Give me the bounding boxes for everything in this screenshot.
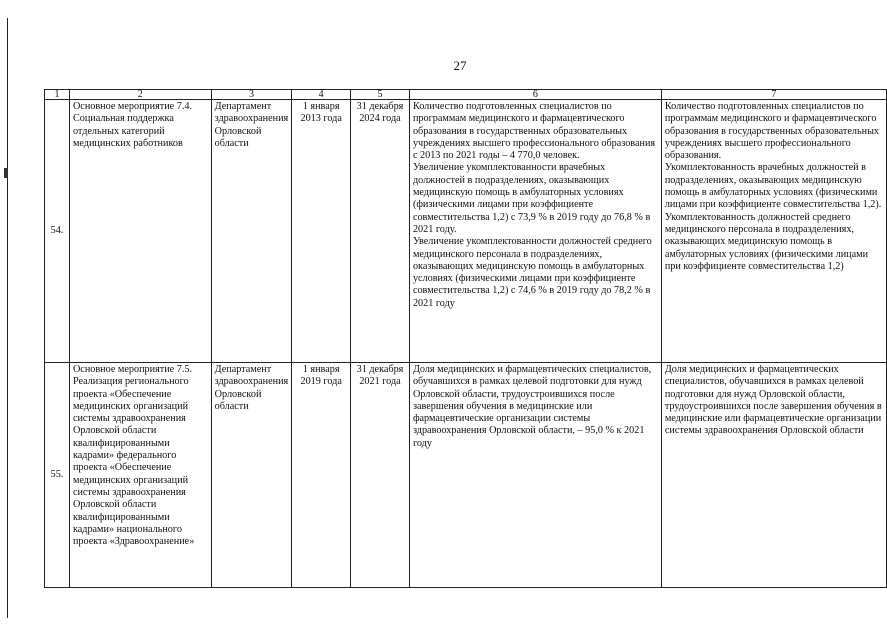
header-cell: 1 [45,90,70,100]
executor-cell: Департамент здравоохранения Орловской области [211,363,292,588]
start-date-cell: 1 января 2013 года [292,100,351,363]
left-margin-line [7,18,8,618]
indicator-cell: Доля медицинских и фармацевтических специалистов, обучавшихся в рамках целевой подготовки для нужд Орловской области, трудоустроившихся после завершения обучения в медицинские или фармацевтические организации системы здравоохранения Орловской области [661,363,886,588]
expected-result-cell: Доля медицинских и фармацевтических специалистов, обучавшихся в рамках целевой подготовки для нужд Орловской области, трудоустроившихся после завершения обучения в медицинские или фармацевтические организации системы здравоохранения Орловской области, – 95,0 % к 2021 году [409,363,661,588]
table-row [45,363,887,588]
page-number: 27 [453,58,467,73]
header-cell: 7 [661,90,886,100]
margin-mark [4,168,8,178]
row-number: 55. [45,363,70,588]
header-cell: 3 [211,90,292,100]
header-cell: 5 [351,90,410,100]
program-activities-table [44,89,887,588]
end-date-cell: 31 декабря 2021 года [351,363,410,588]
header-row [45,90,887,100]
expected-result-cell: Количество подготовленных специалистов по программам медицинского и фармацевтического образования в государственных образовательных учреждениях высшего профессионального образования с 2013 по 2021 годы – 4 770,0 человек. Увеличение укомплектованности врачебных должностей в подразделениях, оказывающих медицинскую помощь в амбулаторных условиях (физическими лицами при коэффициенте совместительства 1,2) с 73,9 % в 2019 году до 76,8 % в 2021 году. Увеличение укомплектованности должностей среднего медицинского персонала в подразделениях, оказывающих медицинскую помощь в амбулаторных условиях (физическими лицами при коэффициенте совместительства 1,2) с 74,6 % в 2019 году до 78,2 % в 2021 году [409,100,661,363]
start-date-cell: 1 января 2019 года [292,363,351,588]
end-date-cell: 31 декабря 2024 года [351,100,410,363]
activity-cell: Основное мероприятие 7.5. Реализация регионального проекта «Обеспечение медицинских организаций системы здравоохранения Орловской области квалифицированными кадрами» федерального проекта «Обеспечение медицинских организаций системы здравоохранения Орловской области квалифицированными кадрами» национального проекта «Здравоохранение» [69,363,211,588]
header-cell: 4 [292,90,351,100]
activity-cell: Основное мероприятие 7.4. Социальная поддержка отдельных категорий медицинских работников [69,100,211,363]
table-row [45,100,887,363]
header-cell: 6 [409,90,661,100]
executor-cell: Департамент здравоохранения Орловской области [211,100,292,363]
row-number: 54. [45,100,70,363]
indicator-cell: Количество подготовленных специалистов по программам медицинского и фармацевтического образования в государственных образовательных учреждениях высшего профессионального образования. Укомплектованность врачебных должностей в подразделениях, оказывающих медицинскую помощь в амбулаторных условиях (физическими лицами при коэффициенте совместительства 1,2). Укомплектованность должностей среднего медицинского персонала в подразделениях, оказывающих медицинскую помощь в амбулаторных условиях (физическими лицами при коэффициенте совместительства 1,2) [661,100,886,363]
header-cell: 2 [69,90,211,100]
